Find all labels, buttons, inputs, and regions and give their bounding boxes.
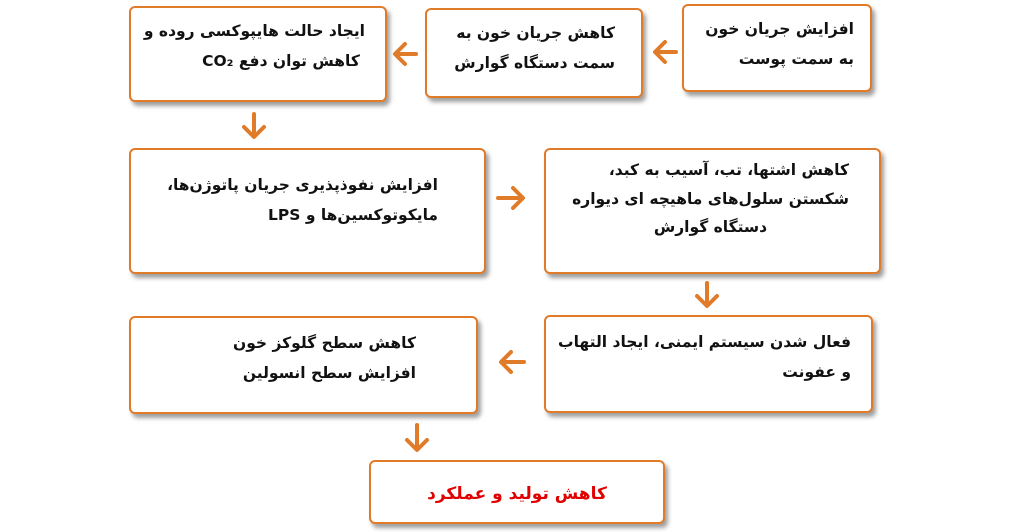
box-line: مایکوتوکسین‌ها و LPS — [268, 206, 438, 225]
box-hypoxia — [129, 6, 387, 102]
box-line: افزایش سطح انسولین — [242, 364, 416, 383]
box-line: ایجاد حالت هایپوکسی روده و — [143, 22, 365, 40]
box-line: به سمت پوست — [738, 50, 854, 69]
box-gut-blood-flow — [425, 8, 643, 98]
box-line: فعال شدن سیستم ایمنی، ایجاد التهاب — [558, 333, 851, 351]
arrow-left-2 — [390, 40, 420, 68]
box-line: دستگاه گوارش — [653, 218, 768, 237]
box-permeability — [129, 148, 486, 274]
box-line: کاهش توان دفع CO₂ — [202, 52, 360, 71]
box-line: کاهش جریان خون به — [456, 24, 615, 42]
box-line: افزایش نفوذپذیری جریان پاتوژن‌ها، — [167, 176, 438, 194]
arrow-left-1 — [650, 38, 680, 66]
box-glucose-insulin — [129, 316, 478, 414]
arrow-left-3 — [496, 348, 528, 376]
arrow-right-1 — [494, 184, 528, 212]
box-skin-blood-flow — [682, 4, 872, 92]
box-line: و عفونت — [782, 363, 851, 382]
final-outcome-text: کاهش تولید و عملکرد — [427, 484, 607, 504]
arrow-down-1 — [240, 110, 268, 142]
arrow-down-2 — [693, 279, 721, 311]
box-line: شکستن سلول‌های ماهیچه ای دیواره — [572, 189, 849, 208]
box-appetite-loss — [544, 148, 881, 274]
arrow-down-3 — [403, 421, 431, 455]
box-line: افزایش جریان خون — [705, 20, 854, 38]
box-final-outcome — [369, 460, 665, 524]
box-line: سمت دستگاه گوارش — [454, 54, 615, 73]
box-immune-activation — [544, 315, 873, 413]
box-line: کاهش اشتها، تب، آسیب به کبد، — [608, 161, 849, 179]
box-line: کاهش سطح گلوکز خون — [232, 334, 416, 352]
